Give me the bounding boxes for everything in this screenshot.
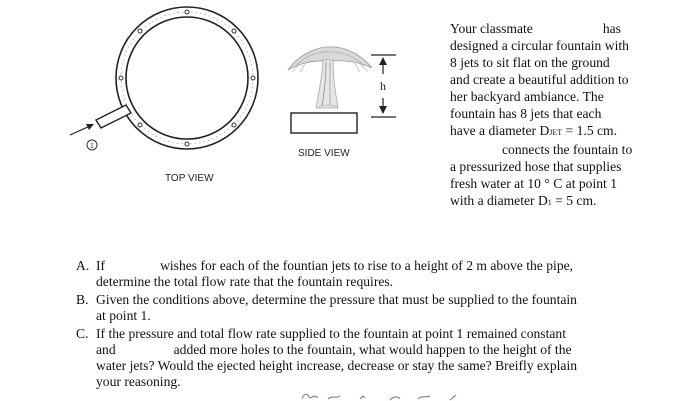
problem-text-segment: Your classmate bbox=[450, 21, 533, 36]
problem-text-segment: has bbox=[602, 21, 621, 36]
inlet-pipe bbox=[96, 105, 131, 128]
fountain-base bbox=[291, 113, 357, 133]
inlet-diameter-subscript: 1 bbox=[547, 198, 552, 207]
question-b bbox=[76, 292, 686, 324]
top-view-label: TOP VIEW bbox=[165, 173, 214, 184]
problem-line: a pressurized hose that supplies bbox=[450, 159, 622, 174]
question-line: Given the conditions above, determine the pressure that must be supplied to the fountain bbox=[96, 292, 577, 307]
question-line: determine the total flow rate that the fountain requires. bbox=[96, 274, 394, 289]
handwriting-scribble bbox=[300, 390, 490, 401]
jet-holes bbox=[119, 10, 255, 146]
question-text-segment: added more holes to the fountain, what would happen to the height of the bbox=[173, 342, 572, 357]
problem-line: designed a circular fountain with bbox=[450, 38, 629, 53]
problem-line: fresh water at 10 ° C at point 1 bbox=[450, 176, 618, 191]
question-letter: A. bbox=[76, 258, 90, 273]
question-text-segment: wishes for each of the fountian jets to rise to a height of 2 m above the pipe, bbox=[160, 258, 574, 273]
problem-text-segment: with a diameter D bbox=[450, 193, 548, 208]
height-label: h bbox=[380, 79, 386, 93]
fountain-spray bbox=[288, 47, 372, 108]
question-c bbox=[76, 326, 686, 390]
problem-line: fountain has 8 jets that each bbox=[450, 106, 602, 121]
problem-line bbox=[450, 141, 695, 158]
problem-text-segment: connects the fountain to bbox=[502, 142, 633, 157]
problem-statement bbox=[450, 20, 695, 211]
problem-line: and create a beautiful addition to bbox=[450, 72, 629, 87]
problem-line bbox=[450, 20, 695, 37]
question-text-segment: If bbox=[96, 258, 106, 273]
fountain-top-view-ring bbox=[116, 7, 258, 149]
question-line: If the pressure and total flow rate supplied to the fountain at point 1 remained constant bbox=[96, 326, 566, 341]
problem-line: 8 jets to sit flat on the ground bbox=[450, 55, 610, 70]
question-line bbox=[96, 342, 686, 358]
problem-text-segment: have a diameter D bbox=[450, 123, 550, 138]
side-view-label: SIDE VIEW bbox=[298, 148, 350, 159]
question-line: your reasoning. bbox=[96, 374, 181, 389]
svg-text:1: 1 bbox=[90, 143, 94, 150]
inlet-arrow bbox=[70, 124, 94, 135]
question-a bbox=[76, 258, 686, 290]
inlet-point-marker bbox=[87, 140, 97, 150]
question-line: water jets? Would the ejected height increase, decrease or stay the same? Breifly explain bbox=[96, 358, 578, 373]
question-list bbox=[76, 258, 686, 392]
question-line: at point 1. bbox=[96, 308, 151, 323]
problem-text-segment: = 1.5 cm. bbox=[562, 123, 618, 138]
jet-diameter-subscript: JET bbox=[549, 128, 563, 137]
question-letter: B. bbox=[76, 292, 89, 307]
problem-line bbox=[450, 192, 695, 211]
question-text-segment: and bbox=[96, 342, 116, 357]
problem-text-segment: = 5 cm. bbox=[551, 193, 597, 208]
question-letter: C. bbox=[76, 326, 89, 341]
problem-line: her backyard ambiance. The bbox=[450, 89, 604, 104]
problem-line bbox=[450, 122, 695, 141]
question-line bbox=[96, 258, 686, 274]
fountain-figure bbox=[0, 0, 440, 230]
